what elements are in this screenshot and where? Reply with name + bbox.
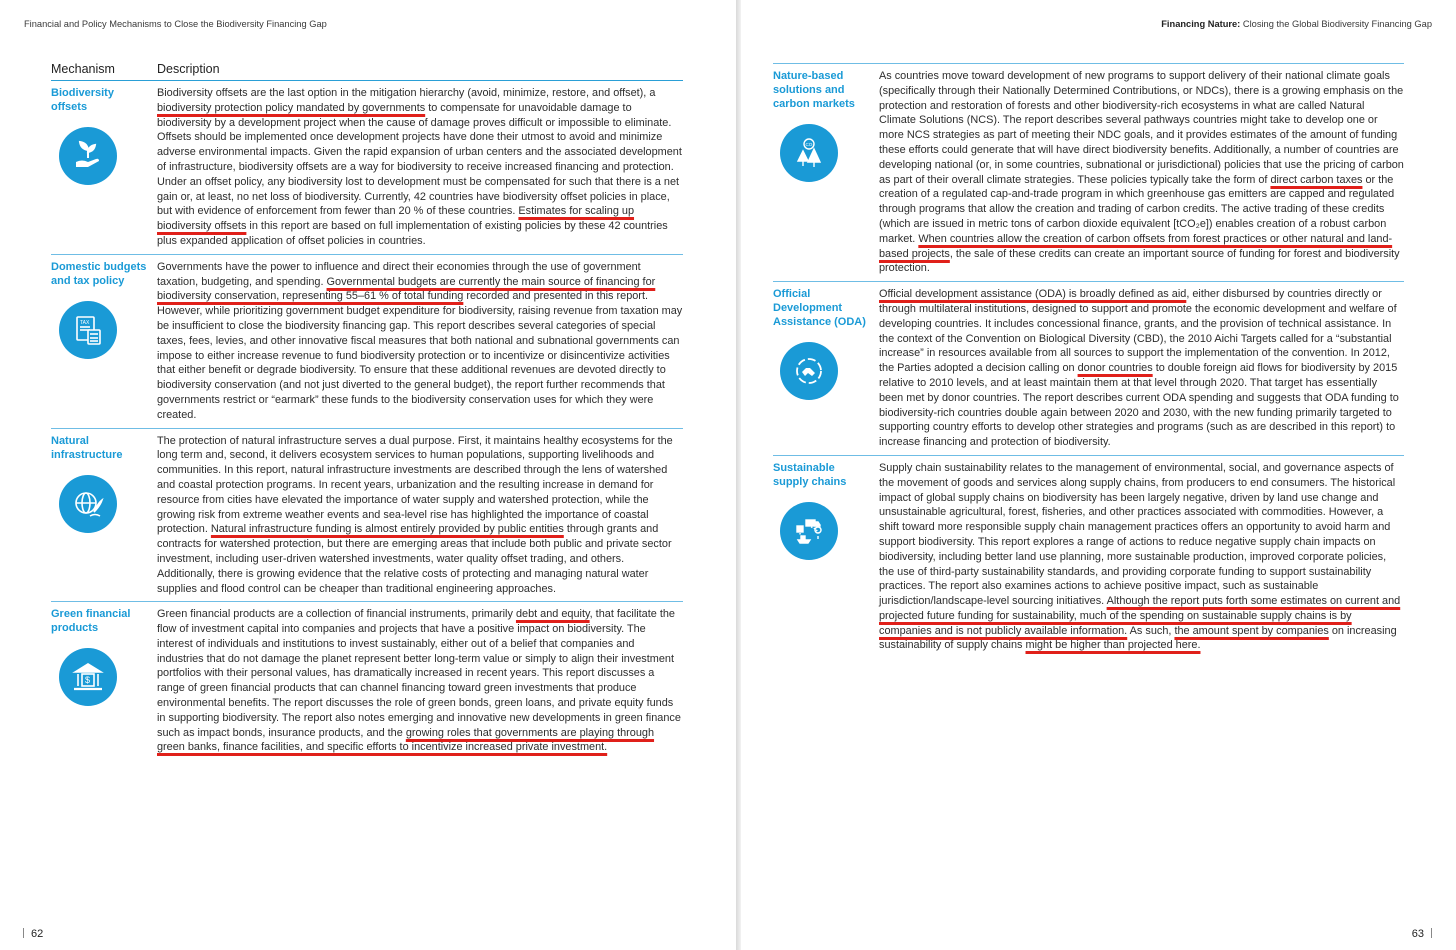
text-run: Green financial products are a collection of financial instruments, primarily [157, 608, 516, 621]
highlighted-phrase: the amount spent by companies [1174, 624, 1329, 637]
row-biodiversity-offsets [51, 81, 683, 255]
svg-text:CO₂: CO₂ [805, 142, 814, 147]
row-description [879, 461, 1404, 653]
table-header [51, 62, 683, 81]
text-run: , either disbursed by countries directly or through multilateral institutions, designed to support and promote the economic development and welfare of developing countries. It includes concessional finance, grants, and the provision of technical assistance. In the context of the Convention on Biological Diversity (CBD), the 2010 Aichi Targets called for a “substantial increase” in resources available from all sources to support the implementation of the convention. In 2012, the Parties adopted a decision calling on [879, 288, 1397, 375]
row-official-development-assistance [773, 282, 1404, 456]
handshake-icon [780, 342, 838, 400]
text-run: Governments have the power to influence and direct their economies through the use of government taxation, budgeting, and spending. [157, 260, 641, 288]
tax-calculator-icon [59, 301, 117, 359]
hand-plant-icon [59, 127, 117, 185]
row-title: Natural infrastructure [51, 434, 123, 461]
bank-icon [59, 648, 117, 706]
row-natural-infrastructure [51, 429, 683, 603]
text-run: As countries move toward development of new programs to support delivery of their national climate goals (specifically through their Nationally Determined Contributions, or NDCs), there is a growing emphasis on the protection and restoration of forests and other biodiversity-rich ecosystems in what are called Natural Climate Solutions (NCS). The report describes several pathways countries might take to develop one or more NCS strategies as part of meeting their NDC goals, and it provides estimates of the amount of funding these efforts could generate that will have direct biodiversity benefits. Additionally, a number of countries are developing national (or, in some countries, subnational or jurisdictional) policies that use the pricing of carbon as part of their overall climate strategies. These policies typically take the form of [879, 70, 1404, 186]
highlighted-phrase: Estimates for scaling up biodiversity offsets [157, 205, 635, 233]
row-domestic-budgets [51, 255, 683, 429]
running-head-left: Financial and Policy Mechanisms to Close the Biodiversity Financing Gap [24, 19, 327, 29]
highlighted-phrase: Governmental budgets are currently the main source of financing for biodiversity conservation, representing 55–61 % of total funding [157, 275, 656, 303]
row-nature-based-solutions [773, 64, 1404, 282]
svg-text:$: $ [85, 675, 91, 686]
row-title: Sustainable supply chains [773, 461, 847, 488]
row-title: Official Development Assistance (ODA) [773, 288, 866, 329]
row-description [157, 607, 683, 755]
text-run: in this report are based on full implementation of existing policies by these 42 countries plus expanded application of offset policies in countries. [157, 220, 668, 247]
text-run: through grants and contracts for watershed protection, but there are emerging areas that include both public and private sector investment, including user-driven watershed investments, water quality offset trading, and others. Additionally, there is growing evidence that the relative costs of protecting and managing natural water supplies and flood control can be cheaper than traditional engineering approaches. [157, 523, 672, 595]
text-run: As such, [1127, 624, 1175, 637]
globe-water-icon [59, 475, 117, 533]
text-run: to compensate for unavoidable damage to biodiversity by a development project when the cause of damage proves difficult or impossible to eliminate. Offsets should be implemented once development projects have done their utmost to avoid and minimize adverse environmental impacts. Given the rapid expansion of urban centers and the associated development of infrastructure, biodiversity offsets are a way for biodiversity to receive increased financing and protection. Under an offset policy, any biodiversity lost to development must be compensated for such that there is a net gain or, at least, no net loss of biodiversity. Currently, 42 countries have biodiversity offset policies in place, but with evidence of enforcement from fewer than 20 % of these countries. [157, 101, 682, 218]
row-title: Biodiversity offsets [51, 87, 114, 113]
row-sustainable-supply-chains [773, 456, 1404, 658]
text-run: , that facilitate the flow of investment capital into companies and projects that have a positive impact on biodiversity. The interest of individuals and institutions to invest sustainably, either out of a belief that companies and industries that do not damage the planet represent better long-term value or simply to align their investment portfolios with their personal values, has dramatically increased in recent years. This report discusses a range of green financial products that can channel financing toward green investments that produce environmental benefits. The report discusses the role of green bonds, green loans, and private equity funds in supporting biodiversity. The report also notes emerging and innovative new developments in green finance such as impact bonds, insurance products, and the [157, 608, 681, 739]
row-description [157, 86, 683, 249]
row-green-financial-products [51, 602, 683, 760]
highlighted-phrase: When countries allow the creation of carbon offsets from forest practices or other natural and land-based projects [879, 232, 1393, 260]
text-run: recorded and presented in this report. However, while prioritizing government budget expenditure for biodiversity, raising revenue from taxation may be insufficient to close the biodiversity financing gap. This report describes several categories of special taxes, fees, levies, and other innovative fiscal measures that both national and subnational governments can impose to either increase revenue to fund biodiversity protection or to incentivize or disincentivize activities that either benefit or degrade biodiversity. To ensure that these additional revenues are devoted directly to biodiversity conservation (and not just diverted to the general budget), the report further recommends that governments restrict or “earmark” these funds to the biodiversity conservation uses for which they were created. [157, 290, 683, 421]
text-run: or the creation of a regulated cap-and-trade program in which greenhouse gas emitters are capped and regulated through programs that allow the creation and trading of carbon credits. The active trading of these credits (which are issued in metric tons of carbon dioxide equivalent [tCO₂e]) enables creation of a robust carbon market. [879, 173, 1395, 245]
running-head-right [1161, 19, 1432, 29]
highlighted-phrase: debt and equity [515, 608, 590, 621]
row-description [879, 69, 1404, 276]
highlighted-phrase: Although the report puts forth some estimates on current and projected future funding for sustainability, much of the spending on sustainable supply chains is by companies and is not publicly available information. [879, 595, 1401, 637]
text-run: Supply chain sustainability relates to the management of environmental, social, and governance aspects of the movement of goods and services along supply chains, from producers to end consumers. The historical impact of global supply chains on biodiversity has been largely negative, driven by land use change and unsustainable agricultural, forest, fisheries, and other practices associated with commodities. However, a shift toward more responsible supply chain management practices offers an opportunity to avoid harm and support biodiversity. This report explores a range of actions to reduce negative supply chain impacts on biodiversity, including better land use planning, more sustainable production, improved corporate policies, the use of third-party sustainability standards, and providing corporate funding to support sustainability practices. The report also examines actions to achieve positive impact, such as sustainable jurisdiction/landscape-level sourcing initiatives. [879, 461, 1396, 608]
right-page [741, 0, 1456, 950]
highlighted-phrase: Natural infrastructure funding is almost entirely provided by public entities [210, 523, 564, 536]
text-run: Biodiversity offsets are the last option in the mitigation hierarchy (avoid, minimize, restore, and offset), a [157, 87, 656, 99]
highlighted-phrase: direct carbon taxes [1270, 173, 1363, 186]
header-mechanism: Mechanism [51, 62, 115, 76]
mechanism-table-left [51, 62, 683, 760]
row-title: Green financial products [51, 608, 131, 635]
text-run: The protection of natural infrastructure serves a dual purpose. First, it maintains healthy ecosystems for the long term and, second, it delivers ecosystem services to human populations, supporting livelihoods and communities. In this report, natural infrastructure investments are described through the lens of watershed and coastal protection programs. In recent years, urbanization and the resulting increase in demand for resource from cities have elevated the importance of water supply and watershed protection, while the growing risk from extreme weather events and sea-level rise has highlighted the importance of coastal protection. [157, 434, 673, 536]
highlighted-phrase: might be higher than projected here. [1025, 639, 1201, 652]
highlighted-phrase: growing roles that governments are playing through green banks, finance facilities, and specific efforts to incentivize increased private investment. [157, 726, 655, 754]
running-head-bold: Financing Nature: [1161, 19, 1241, 29]
page-number-left: 62 [23, 928, 43, 940]
header-description: Description [157, 62, 220, 76]
row-title: Nature-based solutions and carbon markets [773, 70, 855, 110]
svg-text:TAX: TAX [80, 319, 90, 326]
row-description [157, 434, 683, 597]
highlighted-phrase: donor countries [1077, 362, 1153, 375]
page-number-right: 63 [1412, 928, 1432, 940]
row-description [879, 287, 1404, 450]
text-run: , the sale of these credits can create an important source of funding for forest and biodiversity protection. [879, 247, 1400, 275]
text-run: on increasing sustainability of supply chains [879, 624, 1397, 652]
highlighted-phrase: Official development assistance (ODA) is broadly defined as aid [879, 288, 1187, 301]
highlighted-phrase: biodiversity protection policy mandated by governments [157, 101, 426, 114]
mechanism-table-right [773, 63, 1404, 658]
running-head-rest: Closing the Global Biodiversity Financing Gap [1240, 19, 1432, 29]
row-title: Domestic budgets and tax policy [51, 260, 147, 287]
forest-co2-icon [780, 124, 838, 182]
supply-chain-icon [780, 502, 838, 560]
text-run: to double foreign aid flows for biodiversity by 2015 relative to 2010 levels, and at least maintain them at that level through 2020. That target has essentially been met by donor countries. The report describes current ODA spending and suggests that ODA funding to biodiversity-rich countries double again between 2020 and 2030, with the new funding primarily targeted to supporting country efforts to develop other strategies and programs (such as are described in this report) to increase financing and protection of biodiversity. [879, 362, 1399, 449]
row-description [157, 260, 683, 423]
